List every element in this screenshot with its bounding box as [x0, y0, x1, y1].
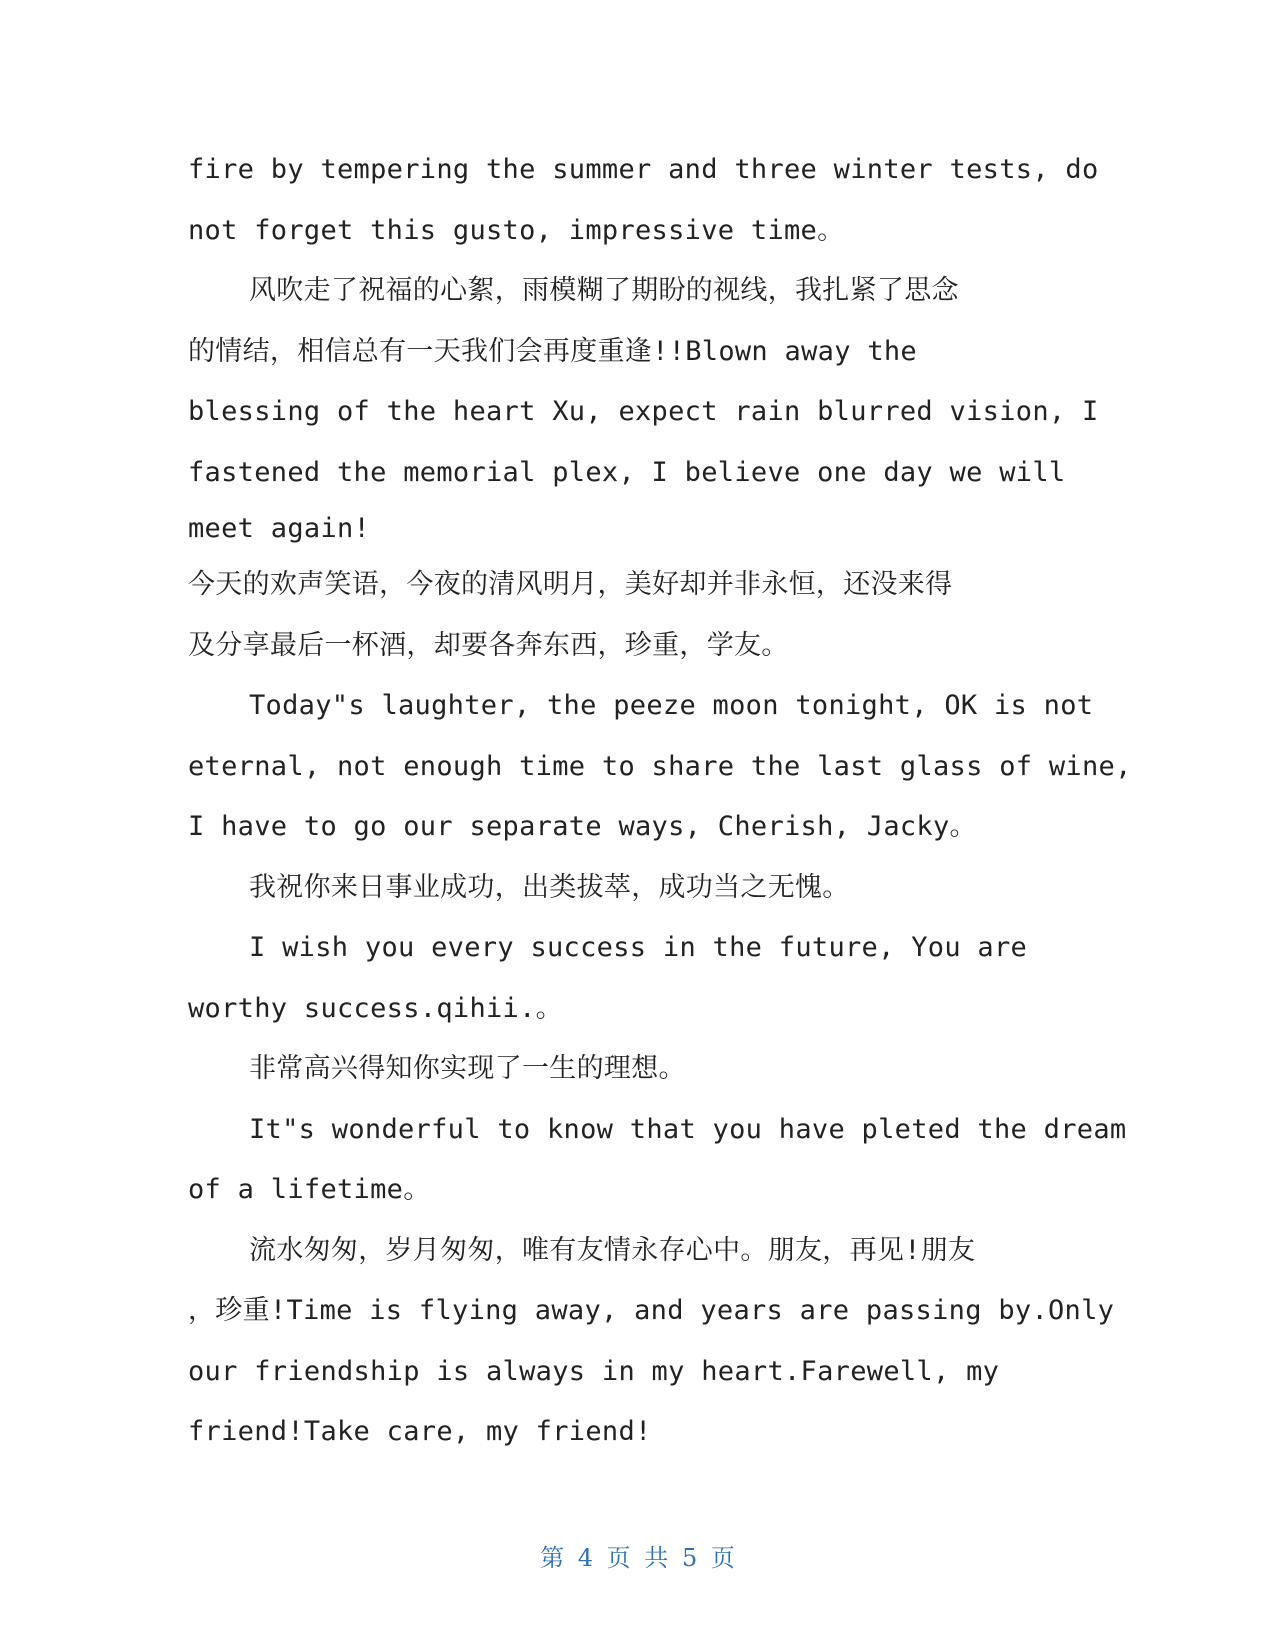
- text-line: 非常高兴得知你实现了一生的理想。: [249, 1053, 686, 1084]
- text-line: 风吹走了祝福的心絮，雨模糊了期盼的视线，我扎紧了思念: [249, 275, 959, 306]
- text-line: 今天的欢声笑语，今夜的清风明月，美好却并非永恒，还没来得: [188, 569, 953, 600]
- text-line: our friendship is always in my heart.Farewell, my: [188, 1355, 1000, 1387]
- text-line: not forget this gusto, impressive time。: [188, 214, 845, 246]
- text-line: worthy success.qihii.。: [188, 992, 563, 1024]
- page-number-footer: 第 4 页 共 5 页: [540, 1544, 735, 1572]
- text-line: fire by tempering the summer and three winter tests, do: [188, 154, 1099, 185]
- text-line: 及分享最后一杯酒，却要各奔东西，珍重，学友。: [188, 629, 789, 661]
- text-line: 我祝你来日事业成功，出类拔萃，成功当之无愧。: [249, 871, 850, 903]
- text-line: fastened the memorial plex, I believe one day we will: [188, 456, 1066, 488]
- text-line: Today"s laughter, the peeze moon tonight, OK is not: [249, 690, 1094, 721]
- text-line: It"s wonderful to know that you have pleted the dream: [249, 1113, 1127, 1145]
- text-line: ，珍重!Time is flying away, and years are passing by.Only: [188, 1295, 1115, 1326]
- text-line: meet again!: [188, 513, 371, 544]
- text-line: 流水匆匆，岁月匆匆，唯有友情永存心中。朋友，再见!朋友: [249, 1234, 976, 1266]
- text-line: of a lifetime。: [188, 1174, 431, 1205]
- text-line: 的情结，相信总有一天我们会再度重逢!!Blown away the: [188, 335, 917, 367]
- text-line: blessing of the heart Xu, expect rain blurred vision, I: [188, 396, 1099, 427]
- document-body: [188, 140, 1132, 1463]
- text-line: friend!Take care, my friend!: [188, 1416, 652, 1447]
- text-line: I wish you every success in the future, You are: [249, 932, 1028, 963]
- text-line: eternal, not enough time to share the last glass of wine,: [188, 750, 1132, 782]
- text-line: I have to go our separate ways, Cherish, Jacky。: [188, 811, 977, 842]
